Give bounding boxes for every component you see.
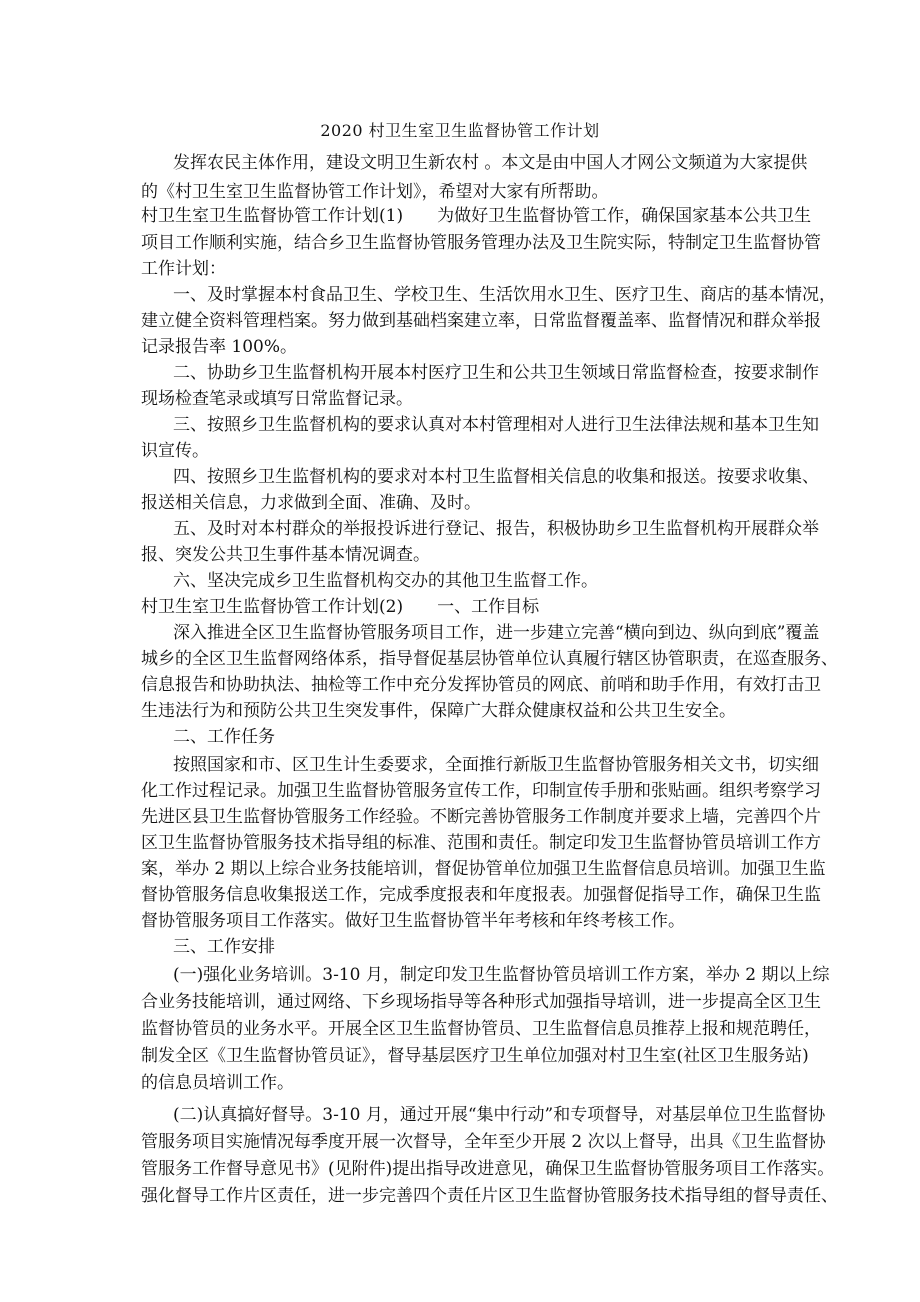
- paragraph-line: 强化督导工作片区责任，进一步完善四个责任片区卫生监督协管服务技术指导组的督导责任、: [141, 1186, 838, 1206]
- paragraph-line: (二)认真搞好督导。3-10 月，通过开展“集中行动”和专项督导，对基层单位卫生监督协: [173, 1105, 826, 1125]
- section-heading: 二、工作任务: [173, 727, 275, 747]
- paragraph-line: 发挥农民主体作用，建设文明卫生新农村 。本文是由中国人才网公文频道为大家提供: [173, 153, 808, 173]
- paragraph-line: 现场检查笔录或填写日常监督记录。: [141, 389, 413, 409]
- paragraph-line: 项目工作顺利实施，结合乡卫生监督协管服务管理办法及卫生院实际，特制定卫生监督协管: [141, 233, 821, 253]
- paragraph-line: 按照国家和市、区卫生计生委要求，全面推行新版卫生监督协管服务相关文书，切实细: [173, 755, 819, 775]
- section-heading: 三、工作安排: [173, 937, 275, 957]
- paragraph-line: 先进区县卫生监督协管服务工作经验。不断完善协管服务工作制度并要求上墙，完善四个片: [141, 807, 821, 827]
- paragraph-line: 报送相关信息，力求做到全面、准确、及时。: [141, 493, 481, 513]
- paragraph-line: 识宣传。: [141, 441, 209, 461]
- paragraph-line: 的信息员培训工作。: [141, 1073, 294, 1093]
- paragraph-line: 监督协管员的业务水平。开展全区卫生监督协管员、卫生监督信息员推荐上报和规范聘任，: [141, 1019, 821, 1039]
- document-title: 2020 村卫生室卫生监督协管工作计划: [320, 121, 600, 140]
- paragraph-line: 二、协助乡卫生监督机构开展本村医疗卫生和公共卫生领域日常监督检查，按要求制作: [173, 363, 819, 383]
- paragraph-line: 案，举办 2 期以上综合业务技能培训，督促协管单位加强卫生监督信息员培训。加强卫生监: [141, 859, 826, 879]
- paragraph-line: 督协管服务项目工作落实。做好卫生监督协管半年考核和年终考核工作。: [141, 911, 685, 931]
- paragraph-line: 管服务工作督导意见书》(见附件)提出指导改进意见，确保卫生监督协管服务项目工作落实。: [141, 1159, 835, 1179]
- paragraph-line: 记录报告率 100%。: [141, 337, 298, 357]
- paragraph-line: 报、突发公共卫生事件基本情况调查。: [141, 545, 430, 565]
- paragraph-line: 城乡的全区卫生监督网络体系，指导督促基层协管单位认真履行辖区协管职责，在巡查服务、: [141, 649, 838, 669]
- paragraph-line: 工作计划：: [141, 259, 226, 279]
- paragraph-line: 信息报告和协助执法、抽检等工作中充分发挥协管员的网底、前哨和助手作用，有效打击卫: [141, 675, 821, 695]
- paragraph-line: 深入推进全区卫生监督协管服务项目工作，进一步建立完善“横向到边、纵向到底”覆盖: [173, 623, 820, 643]
- paragraph-line: 区卫生监督协管服务技术指导组的标准、范围和责任。制定印发卫生监督协管员培训工作方: [141, 833, 821, 853]
- paragraph-line: 村卫生室卫生监督协管工作计划(1) 为做好卫生监督协管工作，确保国家基本公共卫生: [141, 206, 812, 226]
- paragraph-line: 四、按照乡卫生监督机构的要求对本村卫生监督相关信息的收集和报送。按要求收集、: [173, 467, 819, 487]
- paragraph-line: 的《村卫生室卫生监督协管工作计划》，希望对大家有所帮助。: [141, 182, 609, 202]
- paragraph-line: 生违法行为和预防公共卫生突发事件，保障广大群众健康权益和公共卫生安全。: [141, 701, 736, 721]
- paragraph-line: 化工作过程记录。加强卫生监督协管服务宣传工作，印制宣传手册和张贴画。组织考察学习: [141, 781, 821, 801]
- paragraph-line: (一)强化业务培训。3-10 月，制定印发卫生监督协管员培训工作方案，举办 2 期以上综: [173, 965, 830, 985]
- paragraph-line: 合业务技能培训，通过网络、下乡现场指导等各种形式加强指导培训，进一步提高全区卫生: [141, 992, 821, 1012]
- paragraph-line: 督协管服务信息收集报送工作，完成季度报表和年度报表。加强督促指导工作，确保卫生监: [141, 885, 821, 905]
- paragraph-line: 五、及时对本村群众的举报投诉进行登记、报告，积极协助乡卫生监督机构开展群众举: [173, 519, 819, 539]
- paragraph-line: 制发全区《卫生监督协管员证》，督导基层医疗卫生单位加强对村卫生室(社区卫生服务站): [141, 1046, 809, 1066]
- paragraph-line: 三、按照乡卫生监督机构的要求认真对本村管理相对人进行卫生法律法规和基本卫生知: [173, 415, 819, 435]
- paragraph-line: 一、及时掌握本村食品卫生、学校卫生、生活饮用水卫生、医疗卫生、商店的基本情况，: [173, 285, 836, 305]
- paragraph-line: 建立健全资料管理档案。努力做到基础档案建立率，日常监督覆盖率、监督情况和群众举报: [141, 311, 821, 331]
- paragraph-line: 管服务项目实施情况每季度开展一次督导，全年至少开展 2 次以上督导，出具《卫生监督协: [141, 1132, 826, 1152]
- paragraph-line: 村卫生室卫生监督协管工作计划(2) 一、工作目标: [141, 597, 540, 617]
- paragraph-line: 六、坚决完成乡卫生监督机构交办的其他卫生监督工作。: [173, 571, 598, 591]
